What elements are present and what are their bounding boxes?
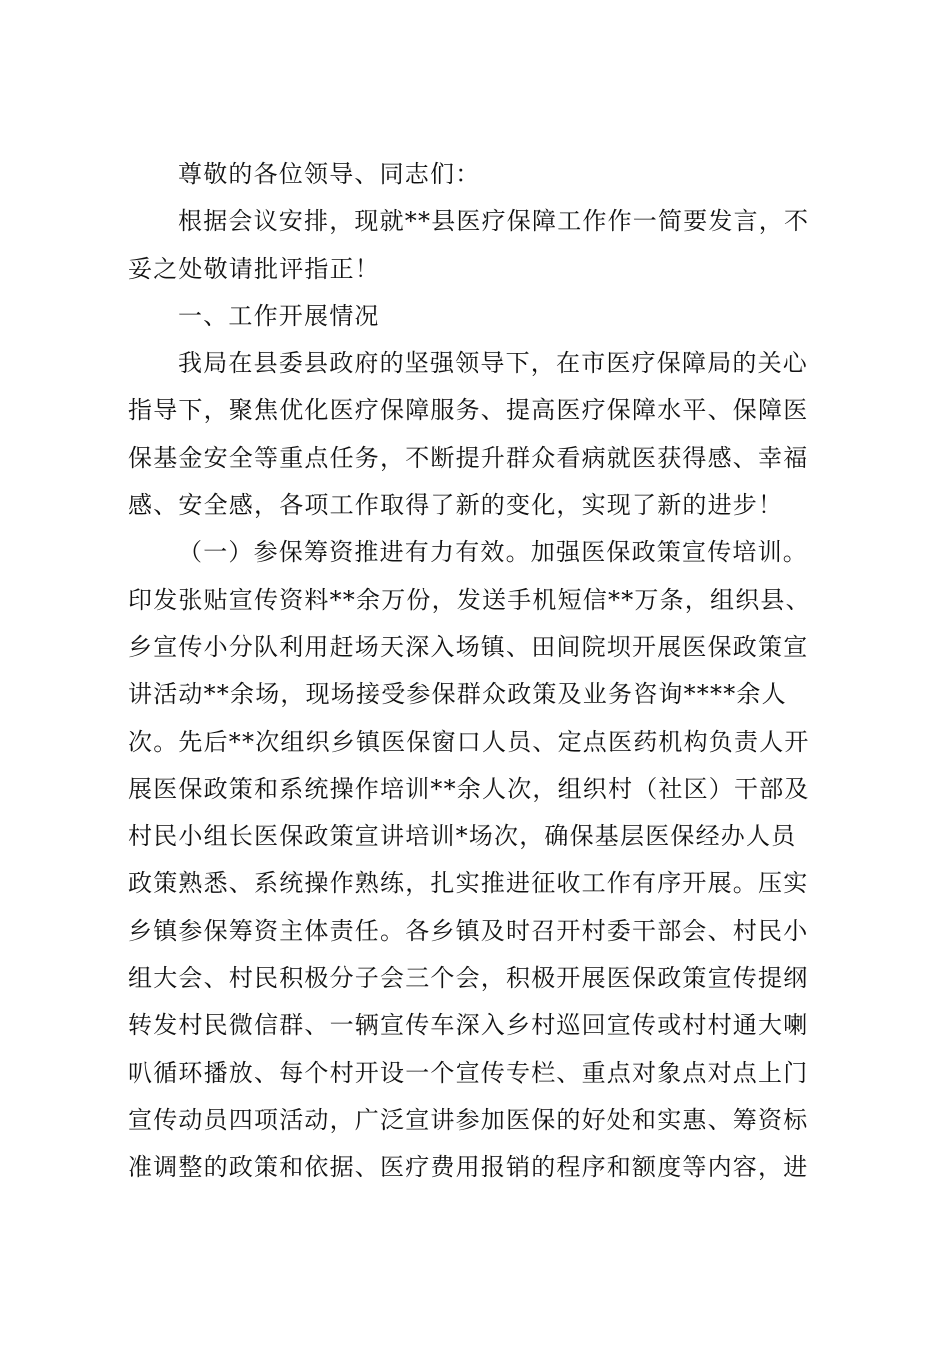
paragraph-line: 准调整的政策和依据、医疗费用报销的程序和额度等内容，进 xyxy=(128,1153,809,1182)
paragraph-line: 展医保政策和系统操作培训**余人次，组织村（社区）干部及 xyxy=(128,774,810,803)
paragraph-line: 感、安全感，各项工作取得了新的变化，实现了新的进步！ xyxy=(128,491,784,520)
paragraph-line: 我局在县委县政府的坚强领导下，在市医疗保障局的关心 xyxy=(178,349,808,378)
paragraph-line: 讲活动**余场，现场接受参保群众政策及业务咨询****余人 xyxy=(128,680,787,709)
paragraph-line: 妥之处敬请批评指正！ xyxy=(128,254,380,283)
paragraph-line: 组大会、村民积极分子会三个会，积极开展医保政策宣传提纲 xyxy=(128,964,809,993)
document-body xyxy=(128,151,822,1192)
paragraph-line: 根据会议安排，现就**县医疗保障工作作一简要发言，不 xyxy=(178,207,810,236)
paragraph-line: 转发村民微信群、一辆宣传车深入乡村巡回宣传或村村通大喇 xyxy=(128,1011,809,1040)
salutation-line: 尊敬的各位领导、同志们： xyxy=(178,160,481,188)
paragraph-line: 印发张贴宣传资料**余万份，发送手机短信**万条，组织县、 xyxy=(128,585,811,614)
section-heading: 一、工作开展情况 xyxy=(178,301,380,330)
paragraph-line: （一）参保筹资推进有力有效。加强医保政策宣传培训。 xyxy=(178,538,808,567)
paragraph-line: 叭循环播放、每个村开设一个宣传专栏、重点对象点对点上门 xyxy=(128,1058,809,1087)
paragraph-line: 指导下，聚焦优化医疗保障服务、提高医疗保障水平、保障医 xyxy=(128,396,809,425)
paragraph-line: 乡宣传小分队利用赶场天深入场镇、田间院坝开展医保政策宣 xyxy=(128,632,809,661)
paragraph-line: 政策熟悉、系统操作熟练，扎实推进征收工作有序开展。压实 xyxy=(128,869,809,898)
paragraph-line: 保基金安全等重点任务，不断提升群众看病就医获得感、幸福 xyxy=(128,443,809,472)
paragraph-line: 乡镇参保筹资主体责任。各乡镇及时召开村委干部会、村民小 xyxy=(128,916,809,945)
paragraph-line: 宣传动员四项活动，广泛宣讲参加医保的好处和实惠、筹资标 xyxy=(128,1105,809,1134)
paragraph-line: 次。先后**次组织乡镇医保窗口人员、定点医药机构负责人开 xyxy=(128,727,810,756)
paragraph-line: 村民小组长医保政策宣讲培训*场次，确保基层医保经办人员 xyxy=(128,822,797,851)
